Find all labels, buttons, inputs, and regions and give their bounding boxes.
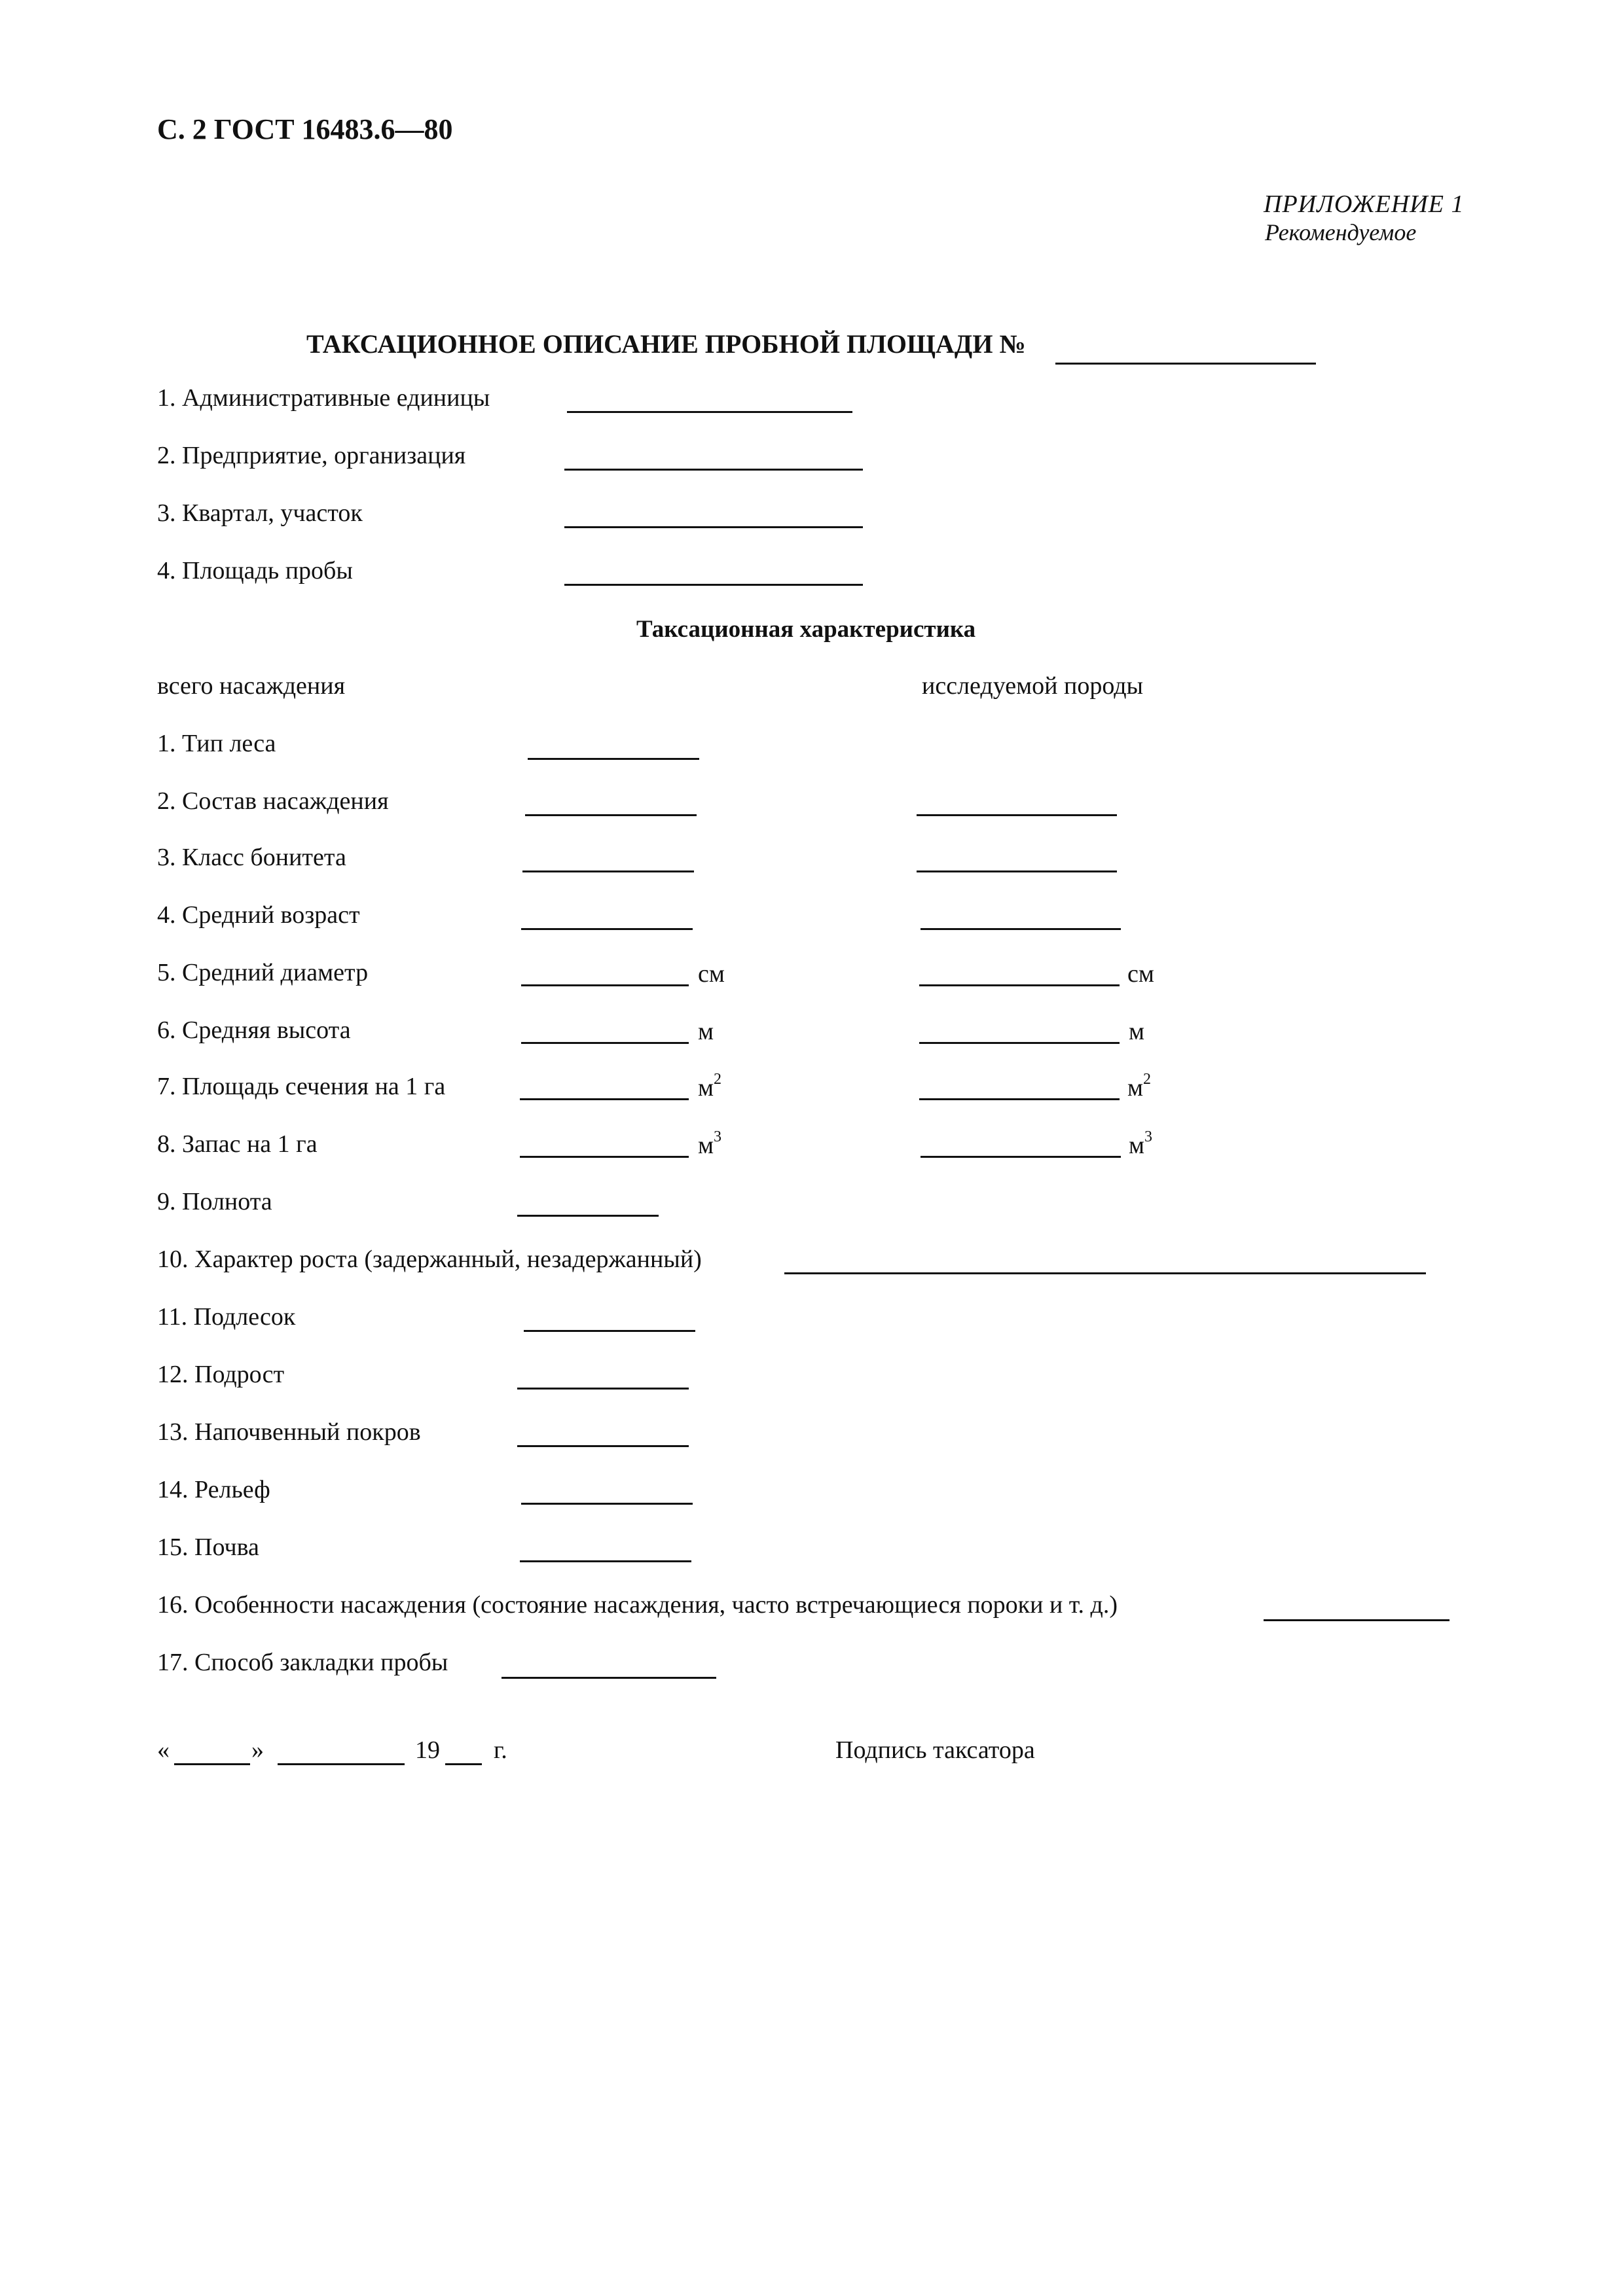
date-month-field[interactable] [278, 1763, 405, 1765]
date-day-field[interactable] [174, 1763, 250, 1765]
char-stand-features: 16. Особенности насаждения (состояние насаждения, часто встречающиеся пороки и т. д.) [157, 1591, 1118, 1619]
site-class-total-field[interactable] [522, 870, 694, 872]
date-year-suffix: г. [494, 1736, 507, 1764]
signature-label: Подпись таксатора [835, 1736, 1035, 1764]
appendix-status: Рекомендуемое [1265, 219, 1417, 245]
soil-field[interactable] [520, 1560, 691, 1562]
basal-area-total-field[interactable] [520, 1098, 689, 1100]
unit-cube-m: $м^3$ [1129, 1128, 1153, 1159]
char-composition: 2. Состав насаждения [157, 787, 389, 815]
quarter-field[interactable] [564, 526, 863, 528]
char-stock: 8. Запас на 1 га [157, 1130, 318, 1158]
enterprise-field[interactable] [564, 469, 863, 471]
char-regrowth: 12. Подрост [157, 1361, 285, 1388]
unit-cm: см [1127, 960, 1154, 988]
document-title: ТАКСАЦИОННОЕ ОПИСАНИЕ ПРОБНОЙ ПЛОЩАДИ № [306, 329, 1026, 359]
item-enterprise: 2. Предприятие, организация [157, 442, 466, 469]
page-header: С. 2 ГОСТ 16483.6—80 [157, 113, 453, 145]
char-mean-age: 4. Средний возраст [157, 901, 360, 929]
basal-area-species-field[interactable] [919, 1098, 1120, 1100]
mean-height-total-field[interactable] [521, 1042, 689, 1044]
plot-area-field[interactable] [564, 584, 863, 586]
unit-m: м [1129, 1018, 1145, 1045]
item-plot-area: 4. Площадь пробы [157, 557, 353, 584]
unit-m: м [698, 1018, 714, 1045]
undergrowth-field[interactable] [524, 1330, 695, 1332]
stock-total-field[interactable] [520, 1156, 689, 1158]
char-basal-area: 7. Площадь сечения на 1 га [157, 1073, 446, 1100]
char-plot-method: 17. Способ закладки пробы [157, 1649, 448, 1676]
composition-species-field[interactable] [917, 814, 1117, 816]
char-mean-height: 6. Средняя высота [157, 1016, 351, 1044]
char-density: 9. Полнота [157, 1188, 272, 1215]
unit-sq-m: $м^2$ [1127, 1071, 1152, 1102]
unit-sq-m: $м^2$ [698, 1071, 722, 1102]
unit-cube-m: $м^3$ [698, 1128, 722, 1159]
char-mean-diameter: 5. Средний диаметр [157, 959, 369, 986]
ground-cover-field[interactable] [517, 1445, 689, 1447]
char-site-class: 3. Класс бонитета [157, 844, 346, 871]
char-relief: 14. Рельеф [157, 1476, 270, 1503]
section-title: Таксационная характеристика [636, 616, 976, 643]
relief-field[interactable] [521, 1503, 693, 1505]
density-field[interactable] [517, 1215, 659, 1217]
stand-features-field[interactable] [1264, 1619, 1450, 1621]
char-undergrowth: 11. Подлесок [157, 1303, 296, 1331]
mean-age-total-field[interactable] [521, 928, 693, 930]
char-growth-character: 10. Характер роста (задержанный, незадержанный) [157, 1246, 702, 1273]
site-class-species-field[interactable] [917, 870, 1117, 872]
date-year-field[interactable] [445, 1763, 482, 1765]
item-admin-units: 1. Административные единицы [157, 384, 490, 412]
mean-diameter-species-field[interactable] [919, 984, 1120, 986]
column-right-header: исследуемой породы [922, 672, 1144, 700]
item-quarter: 3. Квартал, участок [157, 499, 363, 527]
mean-height-species-field[interactable] [919, 1042, 1120, 1044]
char-ground-cover: 13. Напочвенный покров [157, 1418, 421, 1446]
stock-species-field[interactable] [921, 1156, 1121, 1158]
unit-cm: см [698, 960, 725, 988]
appendix-label: ПРИЛОЖЕНИЕ 1 [1264, 190, 1465, 218]
forest-type-field[interactable] [528, 758, 699, 760]
date-quote-open: « [157, 1736, 170, 1764]
char-soil: 15. Почва [157, 1534, 259, 1561]
column-left-header: всего насаждения [157, 672, 346, 700]
growth-character-field[interactable] [784, 1272, 1426, 1274]
regrowth-field[interactable] [517, 1388, 689, 1390]
admin-units-field[interactable] [567, 411, 852, 413]
date-quote-close: » [251, 1736, 264, 1764]
date-year-prefix: 19 [415, 1736, 440, 1764]
plot-number-field[interactable] [1055, 334, 1316, 365]
mean-diameter-total-field[interactable] [521, 984, 689, 986]
char-forest-type: 1. Тип леса [157, 730, 276, 757]
plot-method-field[interactable] [501, 1677, 716, 1679]
composition-total-field[interactable] [525, 814, 697, 816]
mean-age-species-field[interactable] [921, 928, 1121, 930]
